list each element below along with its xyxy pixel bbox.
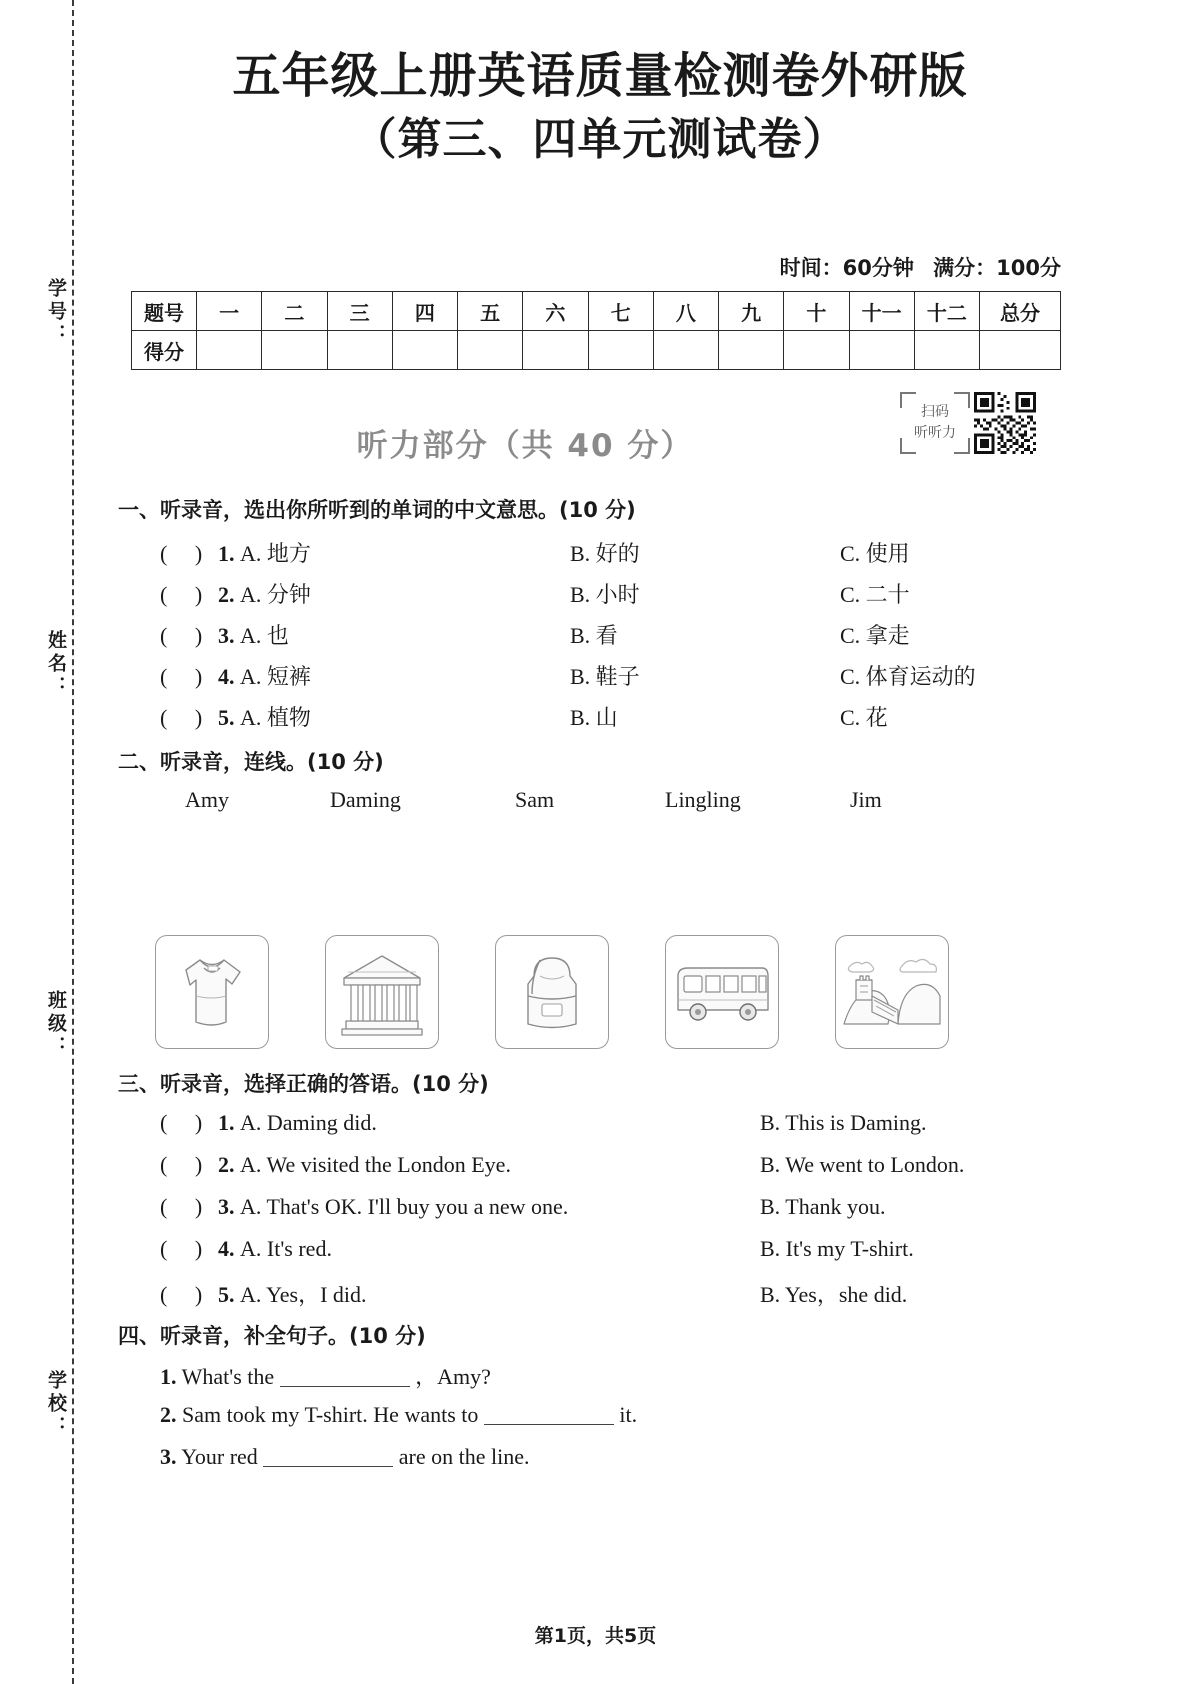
answer-bracket[interactable]: ( ) <box>160 1194 203 1219</box>
question-number: 5. <box>218 705 235 730</box>
score-cell-6[interactable] <box>523 331 588 370</box>
score-col-6: 六 <box>523 292 588 331</box>
match-name-amy[interactable]: Amy <box>185 787 229 812</box>
exam-meta <box>768 252 1061 282</box>
sentence-before: What's the <box>181 1364 275 1389</box>
picture-card-bus[interactable] <box>665 935 779 1049</box>
section-title-1: 一、听录音，选出你所听到的单词的中文意思。(10 分) <box>118 498 636 522</box>
option-b[interactable]: B. 小时 <box>570 582 640 607</box>
option-a[interactable]: A. 短裤 <box>240 664 311 689</box>
great-wall-icon <box>836 936 948 1048</box>
section-title-3: 三、听录音，选择正确的答语。(10 分) <box>118 1072 489 1096</box>
question-row[interactable] <box>160 1194 1060 1220</box>
answer-blank[interactable] <box>484 1404 614 1425</box>
question-number: 1. <box>160 1364 177 1389</box>
score-col-2: 二 <box>262 292 327 331</box>
question-number: 5. <box>218 1282 235 1307</box>
match-name-sam[interactable]: Sam <box>515 787 555 812</box>
answer-bracket[interactable]: ( ) <box>160 1236 203 1261</box>
cut-line <box>72 0 74 1684</box>
option-a[interactable]: A. We visited the London Eye. <box>240 1152 511 1177</box>
option-a[interactable]: A. 植物 <box>240 705 311 730</box>
score-col-12: 十二 <box>914 292 979 331</box>
qr-label-line-1: 扫码 <box>921 404 949 420</box>
option-a[interactable]: A. It's red. <box>240 1236 332 1261</box>
museum-building-icon <box>326 936 438 1048</box>
option-b[interactable]: B. Thank you. <box>760 1194 886 1219</box>
score-col-total: 总分 <box>980 292 1061 331</box>
question-row[interactable] <box>160 1152 1060 1178</box>
margin-label-student-id: 学号： <box>45 278 67 347</box>
answer-bracket[interactable]: ( ) <box>160 541 203 566</box>
score-cell-9[interactable] <box>719 331 784 370</box>
qr-label-line-2: 听听力 <box>914 425 956 441</box>
question-number: 2. <box>218 582 235 607</box>
score-cell-11[interactable] <box>849 331 914 370</box>
score-col-1: 一 <box>197 292 262 331</box>
margin-label-school: 学校： <box>45 1370 67 1439</box>
answer-bracket[interactable]: ( ) <box>160 1282 203 1307</box>
sentence-before: Your red <box>181 1444 258 1469</box>
fill-in-row[interactable] <box>160 1402 637 1428</box>
section-title-4: 四、听录音，补全句子。(10 分) <box>118 1324 426 1348</box>
score-col-5: 五 <box>458 292 523 331</box>
score-cell-1[interactable] <box>197 331 262 370</box>
table-row-scores <box>132 331 1061 370</box>
score-cell-8[interactable] <box>653 331 718 370</box>
score-cell-7[interactable] <box>588 331 653 370</box>
bus-icon <box>666 936 778 1048</box>
answer-bracket[interactable]: ( ) <box>160 705 203 730</box>
option-b[interactable]: B. 看 <box>570 623 618 648</box>
answer-bracket[interactable]: ( ) <box>160 582 203 607</box>
question-number: 3. <box>218 1194 235 1219</box>
match-name-jim[interactable]: Jim <box>850 787 882 812</box>
score-col-9: 九 <box>719 292 784 331</box>
option-b[interactable]: B. 鞋子 <box>570 664 640 689</box>
margin-label-name: 姓名： <box>45 630 67 699</box>
question-row[interactable] <box>160 619 1060 650</box>
qr-block[interactable] <box>900 392 1036 454</box>
option-b[interactable]: B. Yes，she did. <box>760 1282 908 1307</box>
question-row[interactable] <box>160 1236 1060 1262</box>
answer-bracket[interactable]: ( ) <box>160 623 203 648</box>
option-b[interactable]: B. This is Daming. <box>760 1110 927 1135</box>
listening-part-header: 听力部分（共 40 分） <box>356 428 694 464</box>
question-number: 3. <box>218 623 235 648</box>
question-row[interactable] <box>160 660 1060 691</box>
question-row[interactable] <box>160 578 1060 609</box>
question-number: 4. <box>218 664 235 689</box>
score-cell-2[interactable] <box>262 331 327 370</box>
table-row-question-numbers <box>132 292 1061 331</box>
page-title <box>110 48 1090 168</box>
score-cell-5[interactable] <box>458 331 523 370</box>
score-cell-12[interactable] <box>914 331 979 370</box>
score-col-3: 三 <box>327 292 392 331</box>
question-row[interactable] <box>160 701 1060 732</box>
option-c[interactable]: C. 使用 <box>840 541 910 566</box>
score-col-8: 八 <box>653 292 718 331</box>
answer-bracket[interactable]: ( ) <box>160 664 203 689</box>
option-b[interactable]: B. 山 <box>570 705 618 730</box>
sentence-after: are on the line. <box>398 1444 530 1469</box>
score-table-row-label-2: 得分 <box>132 331 197 370</box>
title-line-2: （第三、四单元测试卷） <box>352 113 848 165</box>
section-title-2: 二、听录音，连线。(10 分) <box>118 750 384 774</box>
option-a[interactable]: A. 地方 <box>240 541 311 566</box>
question-number: 4. <box>218 1236 235 1261</box>
question-number: 2. <box>160 1402 177 1427</box>
question-number: 1. <box>218 1110 235 1135</box>
sentence-after: it. <box>619 1402 638 1427</box>
qr-label <box>900 392 970 454</box>
sentence-after: ，Amy? <box>415 1364 491 1389</box>
answer-blank[interactable] <box>263 1446 393 1467</box>
option-c[interactable]: C. 拿走 <box>840 623 910 648</box>
score-col-11: 十一 <box>849 292 914 331</box>
question-number: 2. <box>218 1152 235 1177</box>
question-number: 3. <box>160 1444 177 1469</box>
option-a[interactable]: A. 分钟 <box>240 582 311 607</box>
fill-in-row[interactable] <box>160 1360 491 1391</box>
backpack-icon <box>496 936 608 1048</box>
answer-bracket[interactable]: ( ) <box>160 1110 203 1135</box>
question-number: 1. <box>218 541 235 566</box>
question-row[interactable] <box>160 1278 1060 1309</box>
fill-in-row[interactable] <box>160 1444 530 1470</box>
option-a[interactable]: A. 也 <box>240 623 289 648</box>
score-cell-4[interactable] <box>392 331 457 370</box>
option-a[interactable]: A. Yes，I did. <box>240 1282 367 1307</box>
picture-card-tshirt[interactable] <box>155 935 269 1049</box>
option-c[interactable]: C. 花 <box>840 705 888 730</box>
sentence-before: Sam took my T-shirt. He wants to <box>182 1402 479 1427</box>
question-row[interactable] <box>160 1110 1060 1136</box>
score-cell-10[interactable] <box>784 331 849 370</box>
margin-label-class: 班级： <box>45 990 67 1059</box>
exam-duration: 时间：60分钟 <box>779 256 914 280</box>
option-c[interactable]: C. 体育运动的 <box>840 664 976 689</box>
score-col-4: 四 <box>392 292 457 331</box>
score-col-7: 七 <box>588 292 653 331</box>
match-name-lingling[interactable]: Lingling <box>665 787 741 812</box>
answer-blank[interactable] <box>280 1366 410 1387</box>
title-line-1: 五年级上册英语质量检测卷外研版 <box>232 48 968 104</box>
score-col-10: 十 <box>784 292 849 331</box>
match-name-daming[interactable]: Daming <box>330 787 401 812</box>
qr-code-icon[interactable] <box>974 392 1036 454</box>
score-cell-total[interactable] <box>980 331 1061 370</box>
exam-full-score: 满分：100分 <box>933 256 1061 280</box>
score-table-row-label-1: 题号 <box>132 292 197 331</box>
page-footer: 第1页，共5页 <box>534 1625 657 1647</box>
picture-card-museum[interactable] <box>325 935 439 1049</box>
answer-bracket[interactable]: ( ) <box>160 1152 203 1177</box>
score-cell-3[interactable] <box>327 331 392 370</box>
option-a[interactable]: A. Daming did. <box>240 1110 377 1135</box>
option-b[interactable]: B. 好的 <box>570 541 640 566</box>
tshirt-icon <box>156 936 268 1048</box>
picture-card-great-wall[interactable] <box>835 935 949 1049</box>
score-table <box>131 291 1061 370</box>
option-c[interactable]: C. 二十 <box>840 582 910 607</box>
option-b[interactable]: B. We went to London. <box>760 1152 965 1177</box>
option-a[interactable]: A. That's OK. I'll buy you a new one. <box>240 1194 569 1219</box>
question-row[interactable] <box>160 537 1060 568</box>
picture-card-backpack[interactable] <box>495 935 609 1049</box>
option-b[interactable]: B. It's my T-shirt. <box>760 1236 914 1261</box>
